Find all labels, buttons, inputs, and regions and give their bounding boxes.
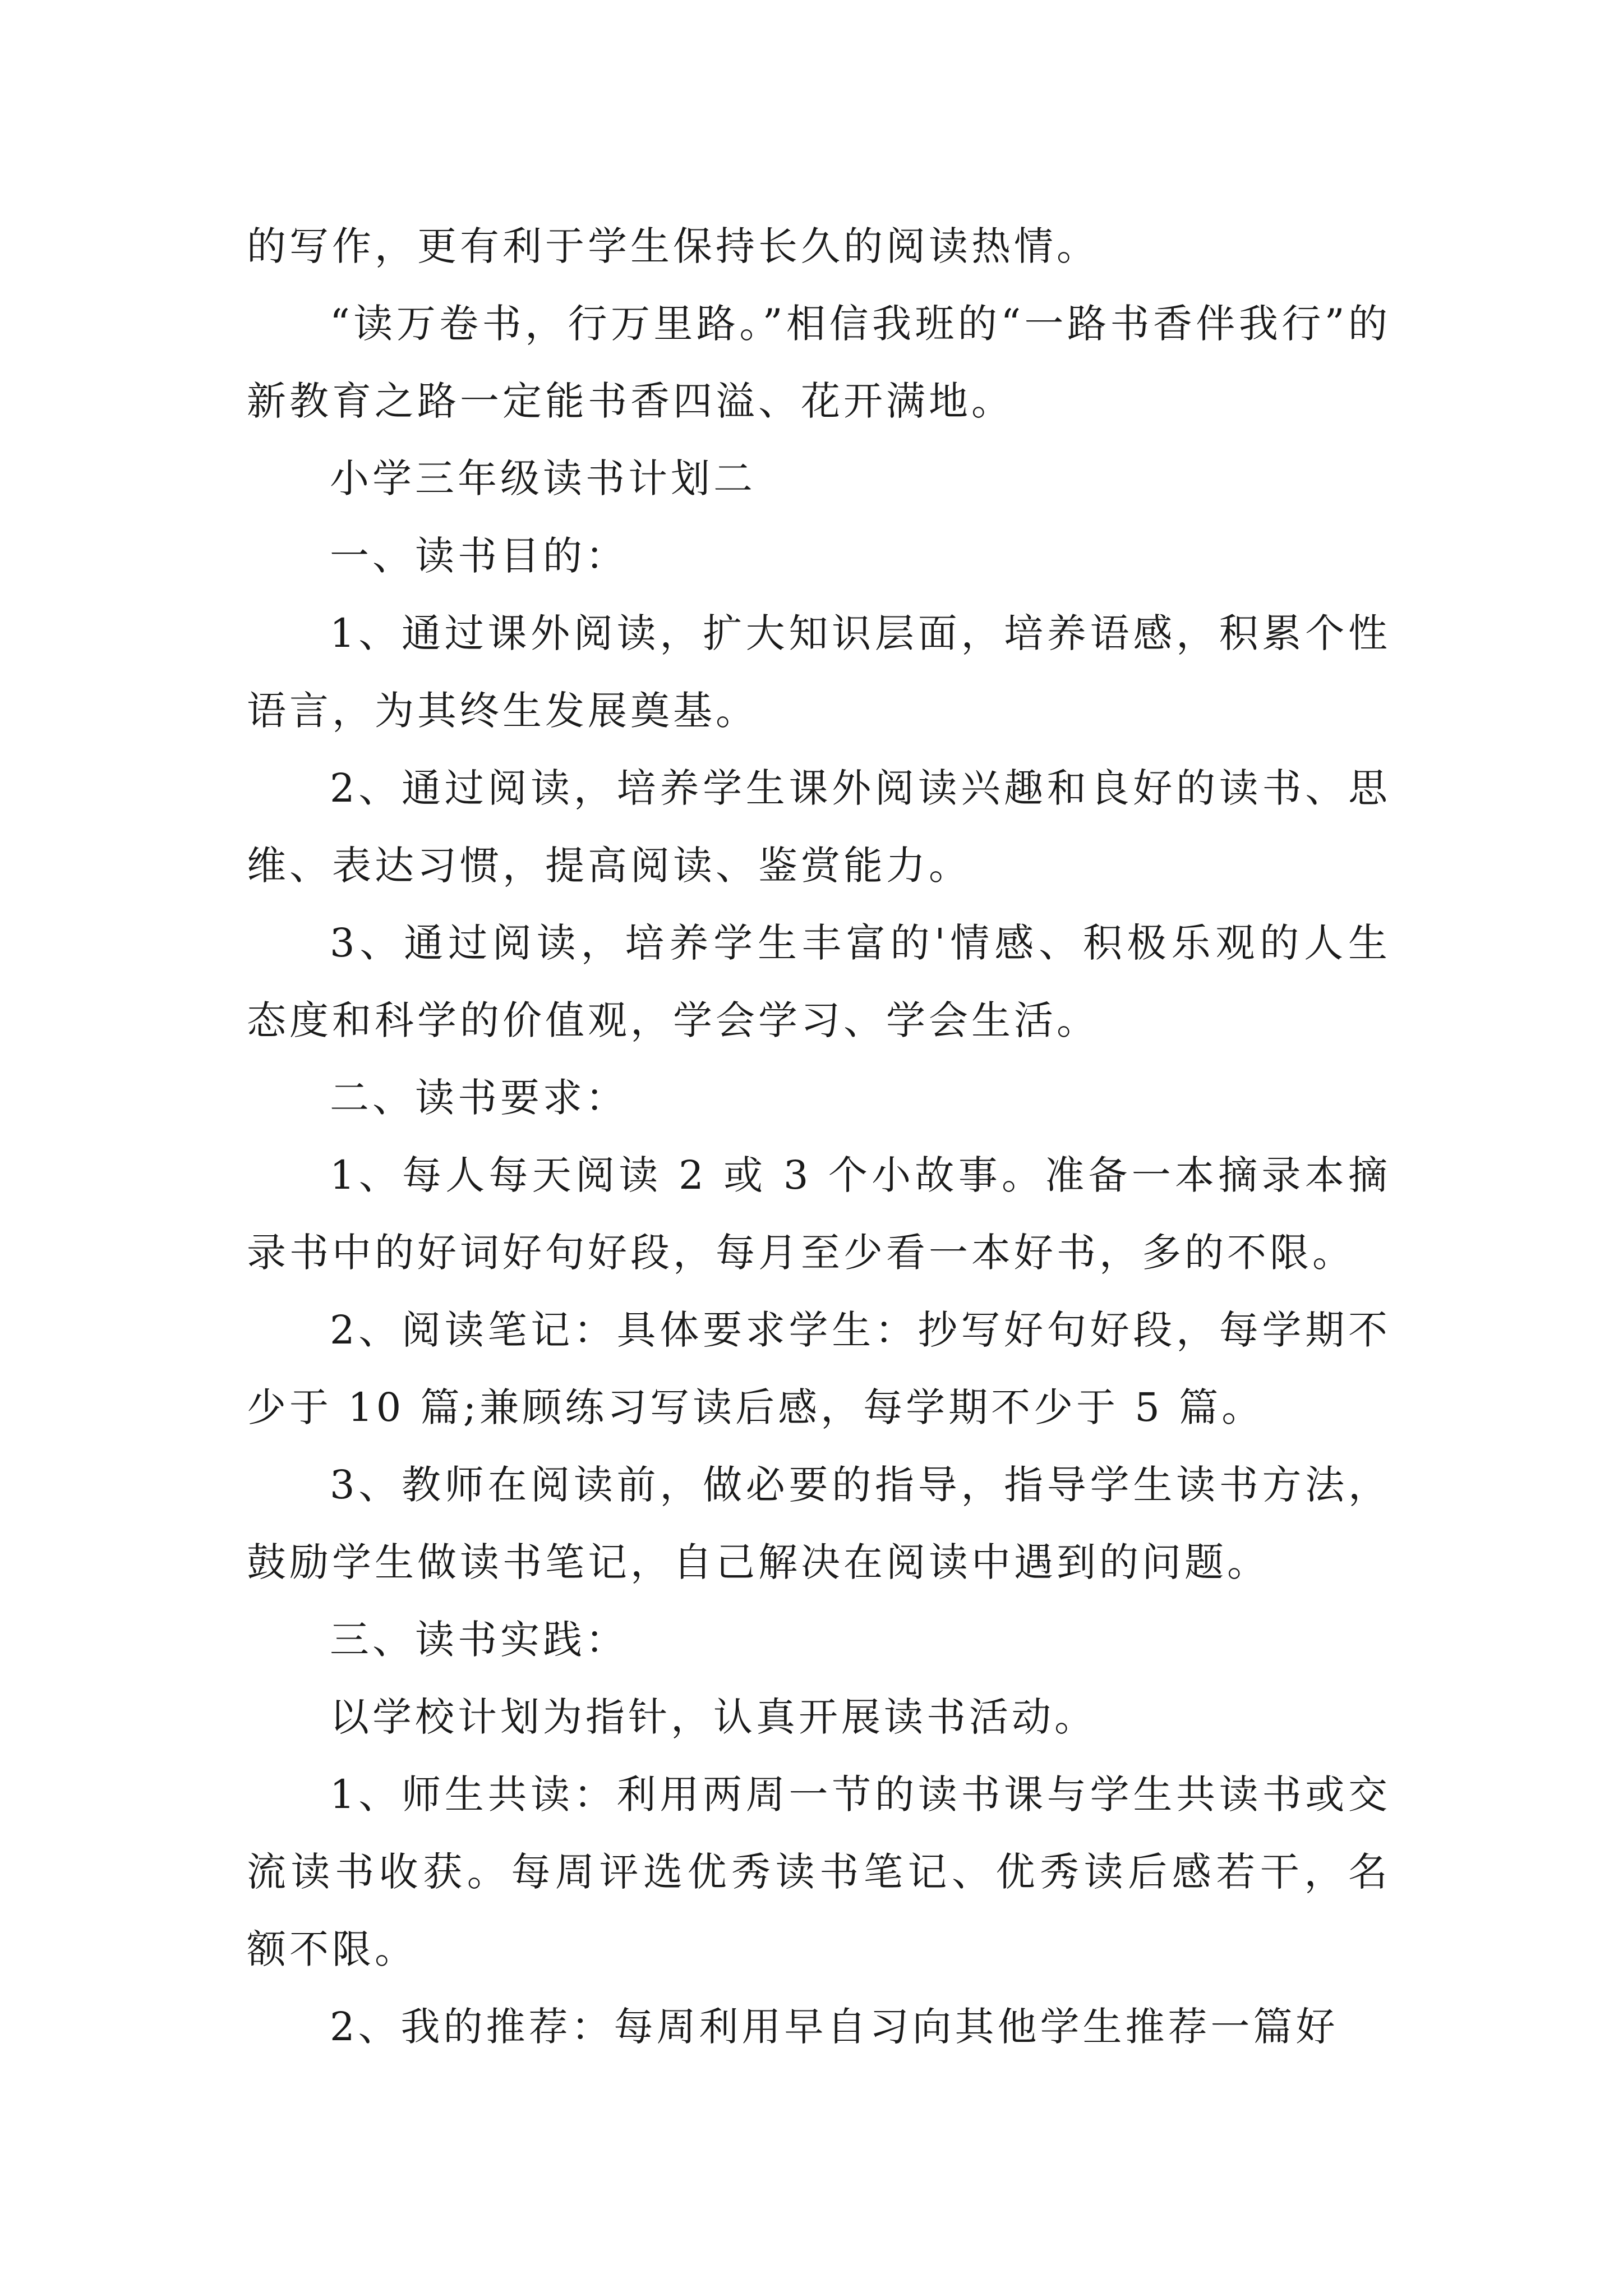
purpose-item-3: 3、通过阅读，培养学生丰富的'情感、积极乐观的人生态度和科学的价值观，学会学习、学会生活。 <box>247 920 1391 1043</box>
requirement-item-3: 3、教师在阅读前，做必要的指导，指导学生读书方法，鼓励学生做读书笔记，自己解决在阅读中遇到的问题。 <box>247 1462 1391 1585</box>
paragraph-continuation: 的写作，更有利于学生保持长久的阅读热情。 <box>247 223 1099 269</box>
heading-purpose: 一、读书目的： <box>330 533 628 579</box>
practice-intro: 以学校计划为指针，认真开展读书活动。 <box>330 1694 1097 1740</box>
heading-requirements: 二、读书要求： <box>330 1075 628 1121</box>
purpose-item-2: 2、通过阅读，培养学生课外阅读兴趣和良好的读书、思维、表达习惯，提高阅读、鉴赏能力。 <box>247 765 1391 889</box>
requirement-item-1: 1、每人每天阅读 2 或 3 个小故事。准备一本摘录本摘录书中的好词好句好段，每月至少看一本好书，多的不限。 <box>247 1152 1391 1276</box>
practice-item-2: 2、我的推荐：每周利用早自习向其他学生推荐一篇好 <box>330 2004 1339 2050</box>
heading-practice: 三、读书实践： <box>330 1617 628 1663</box>
section-title: 小学三年级读书计划二 <box>330 455 756 501</box>
paragraph-quote: “读万卷书，行万里路。”相信我班的“一路书香伴我行”的新教育之路一定能书香四溢、花开满地。 <box>247 301 1391 424</box>
practice-item-1: 1、师生共读：利用两周一节的读书课与学生共读书或交流读书收获。每周评选优秀读书笔记、优秀读后感若干，名额不限。 <box>247 1772 1391 1972</box>
requirement-item-2: 2、阅读笔记：具体要求学生：抄写好句好段，每学期不少于 10 篇;兼顾练习写读后感，每学期不少于 5 篇。 <box>247 1307 1391 1430</box>
document-body <box>247 208 1391 2065</box>
purpose-item-1: 1、通过课外阅读，扩大知识层面，培养语感，积累个性语言，为其终生发展奠基。 <box>247 610 1391 734</box>
